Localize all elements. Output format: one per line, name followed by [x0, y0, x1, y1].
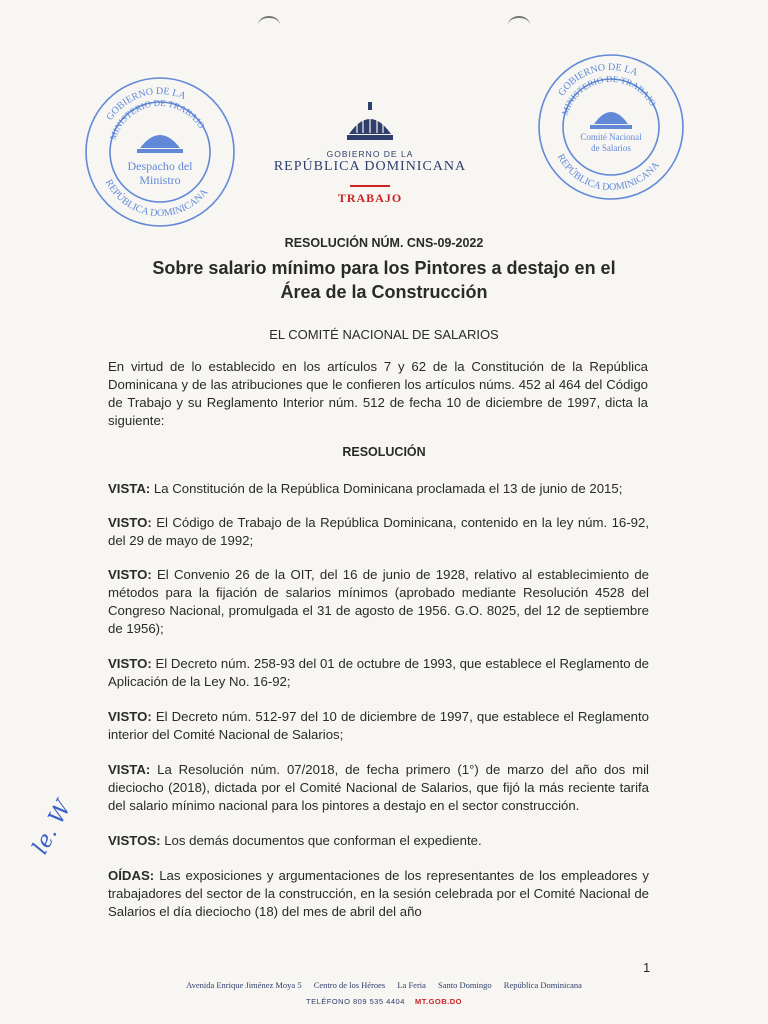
document-title: [0, 256, 768, 304]
clause-text: El Convenio 26 de la OIT, del 16 de junio de 1928, relativo al establecimiento de métodos para la fijación de salarios mínimos (aprobado mediante Resolución 4528 del Congreso Nacional, promulgada el 31 de agosto de 1956. G.O. 8025, del 12 de septiembre de 1956);: [108, 567, 649, 636]
footer-address-part: Centro de los Héroes: [313, 980, 386, 990]
logo-trabajo-text: TRABAJO: [337, 191, 403, 205]
clause-text: La Constitución de la República Dominicana proclamada el 13 de junio de 2015;: [150, 481, 623, 496]
clause-text: El Código de Trabajo de la República Dominicana, contenido en la ley núm. 16-92, del 29 de mayo de 1992;: [108, 515, 649, 548]
footer: [0, 977, 768, 1010]
resolution-number: RESOLUCIÓN NÚM. CNS-09-2022: [284, 236, 484, 250]
clause-label: VISTO:: [108, 709, 152, 724]
seal-right-ring-bottom: REPÚBLICA DOMINICANA: [554, 152, 662, 194]
dome-base: [590, 125, 632, 129]
footer-address-part: La Feria: [397, 980, 426, 990]
clause-paragraph: [108, 867, 649, 921]
clause-text: El Decreto núm. 512-97 del 10 de diciembre de 1997, que establece el Reglamento interior del Comité Nacional de Salarios;: [108, 709, 649, 742]
clause-label: VISTO:: [108, 567, 152, 582]
clause-label: VISTO:: [108, 515, 152, 530]
seal-left-ring-mid: MINISTERIO DE TRABAJO: [107, 97, 207, 142]
page-number: 1: [643, 960, 651, 975]
logo-gobierno-text: GOBIERNO DE LA: [326, 149, 414, 159]
logo-divider: [350, 185, 390, 187]
clause-label: VISTOS:: [108, 833, 161, 848]
clause-paragraph: [108, 761, 649, 815]
seal-left-center-2: Ministro: [139, 173, 181, 187]
seal-right-center: Comité Nacional: [580, 132, 642, 142]
seal-left-center: Despacho del: [127, 159, 193, 173]
resolution-heading: RESOLUCIÓN: [342, 445, 426, 459]
clause-text: La Resolución núm. 07/2018, de fecha primero (1°) de marzo del año dos mil dieciocho (2018), dictada por el Comité Nacional de Salarios, que fijó la más reciente tarifa del salario mínimo nacional para los pintores a destajo en el sector construcción.: [108, 762, 649, 813]
dome-icon: [594, 112, 628, 124]
clause-paragraph: [108, 514, 649, 550]
dome-logo-icon: [345, 100, 395, 142]
clause-text: Las exposiciones y argumentaciones de los representantes de los empleadores y trabajadores del sector de la construcción, en la sesión celebrada por el Comité Nacional de Salarios el día dieciocho (18) del mes de abril del año: [108, 868, 649, 919]
clause-paragraph: [108, 480, 649, 498]
footer-address-part: Avenida Enrique Jiménez Moya 5: [186, 980, 302, 990]
seal-left-ring-bottom: REPÚBLICA DOMINICANA: [102, 177, 211, 220]
clause-paragraph: [108, 708, 649, 744]
dome-icon: [140, 135, 180, 148]
clause-paragraph: [108, 832, 649, 850]
clause-paragraph: [108, 566, 649, 638]
clause-text: Los demás documentos que conforman el expediente.: [160, 833, 482, 848]
comite-salarios-seal: [536, 52, 686, 202]
title-line-1: Sobre salario mínimo para los Pintores a destajo en el: [152, 258, 616, 278]
logo-republica-text: REPÚBLICA DOMINICANA: [273, 159, 467, 174]
dome-base: [137, 149, 183, 153]
punch-hole-right: [508, 16, 530, 34]
footer-address-part: Santo Domingo: [438, 980, 492, 990]
seal-right-ring-top: GOBIERNO DE LA: [556, 61, 640, 99]
intro-paragraph: En virtud de lo establecido en los artículos 7 y 62 de la Constitución de la República Dominicana y de las atribuciones que le confieren los artículos núms. 452 al 464 del Código de Trabajo y su Reglamento Interior núm. 512 de fecha 10 de diciembre de 1997, dicta la siguiente:: [108, 359, 648, 428]
clause-paragraph: [108, 655, 649, 691]
footer-contact: [0, 993, 768, 1010]
despacho-ministro-seal: [82, 74, 238, 230]
clause-label: VISTO:: [108, 656, 152, 671]
clause-label: OÍDAS:: [108, 868, 155, 883]
footer-website-link[interactable]: MT.GOB.DO: [415, 997, 462, 1006]
footer-phone: TELÉFONO 809 535 4404: [305, 997, 405, 1006]
clause-text: El Decreto núm. 258-93 del 01 de octubre de 1993, que establece el Reglamento de Aplicación de la Ley No. 16-92;: [108, 656, 649, 689]
punch-hole-left: [258, 16, 280, 34]
margin-initials: le. W: [27, 796, 77, 859]
gobierno-logo: [270, 100, 470, 206]
committee-heading: EL COMITÉ NACIONAL DE SALARIOS: [269, 327, 499, 342]
clauses-list: [108, 480, 649, 921]
seal-left-ring-top: GOBIERNO DE LA: [104, 85, 188, 123]
clause-label: VISTA:: [108, 481, 151, 496]
title-line-2: Área de la Construcción: [280, 282, 488, 302]
clause-label: VISTA:: [108, 762, 151, 777]
footer-address-part: República Dominicana: [503, 980, 582, 990]
seal-right-ring-mid: MINISTERIO DE TRABAJO: [559, 73, 659, 117]
footer-address: [0, 977, 768, 993]
seal-right-center-2: de Salarios: [591, 143, 631, 153]
